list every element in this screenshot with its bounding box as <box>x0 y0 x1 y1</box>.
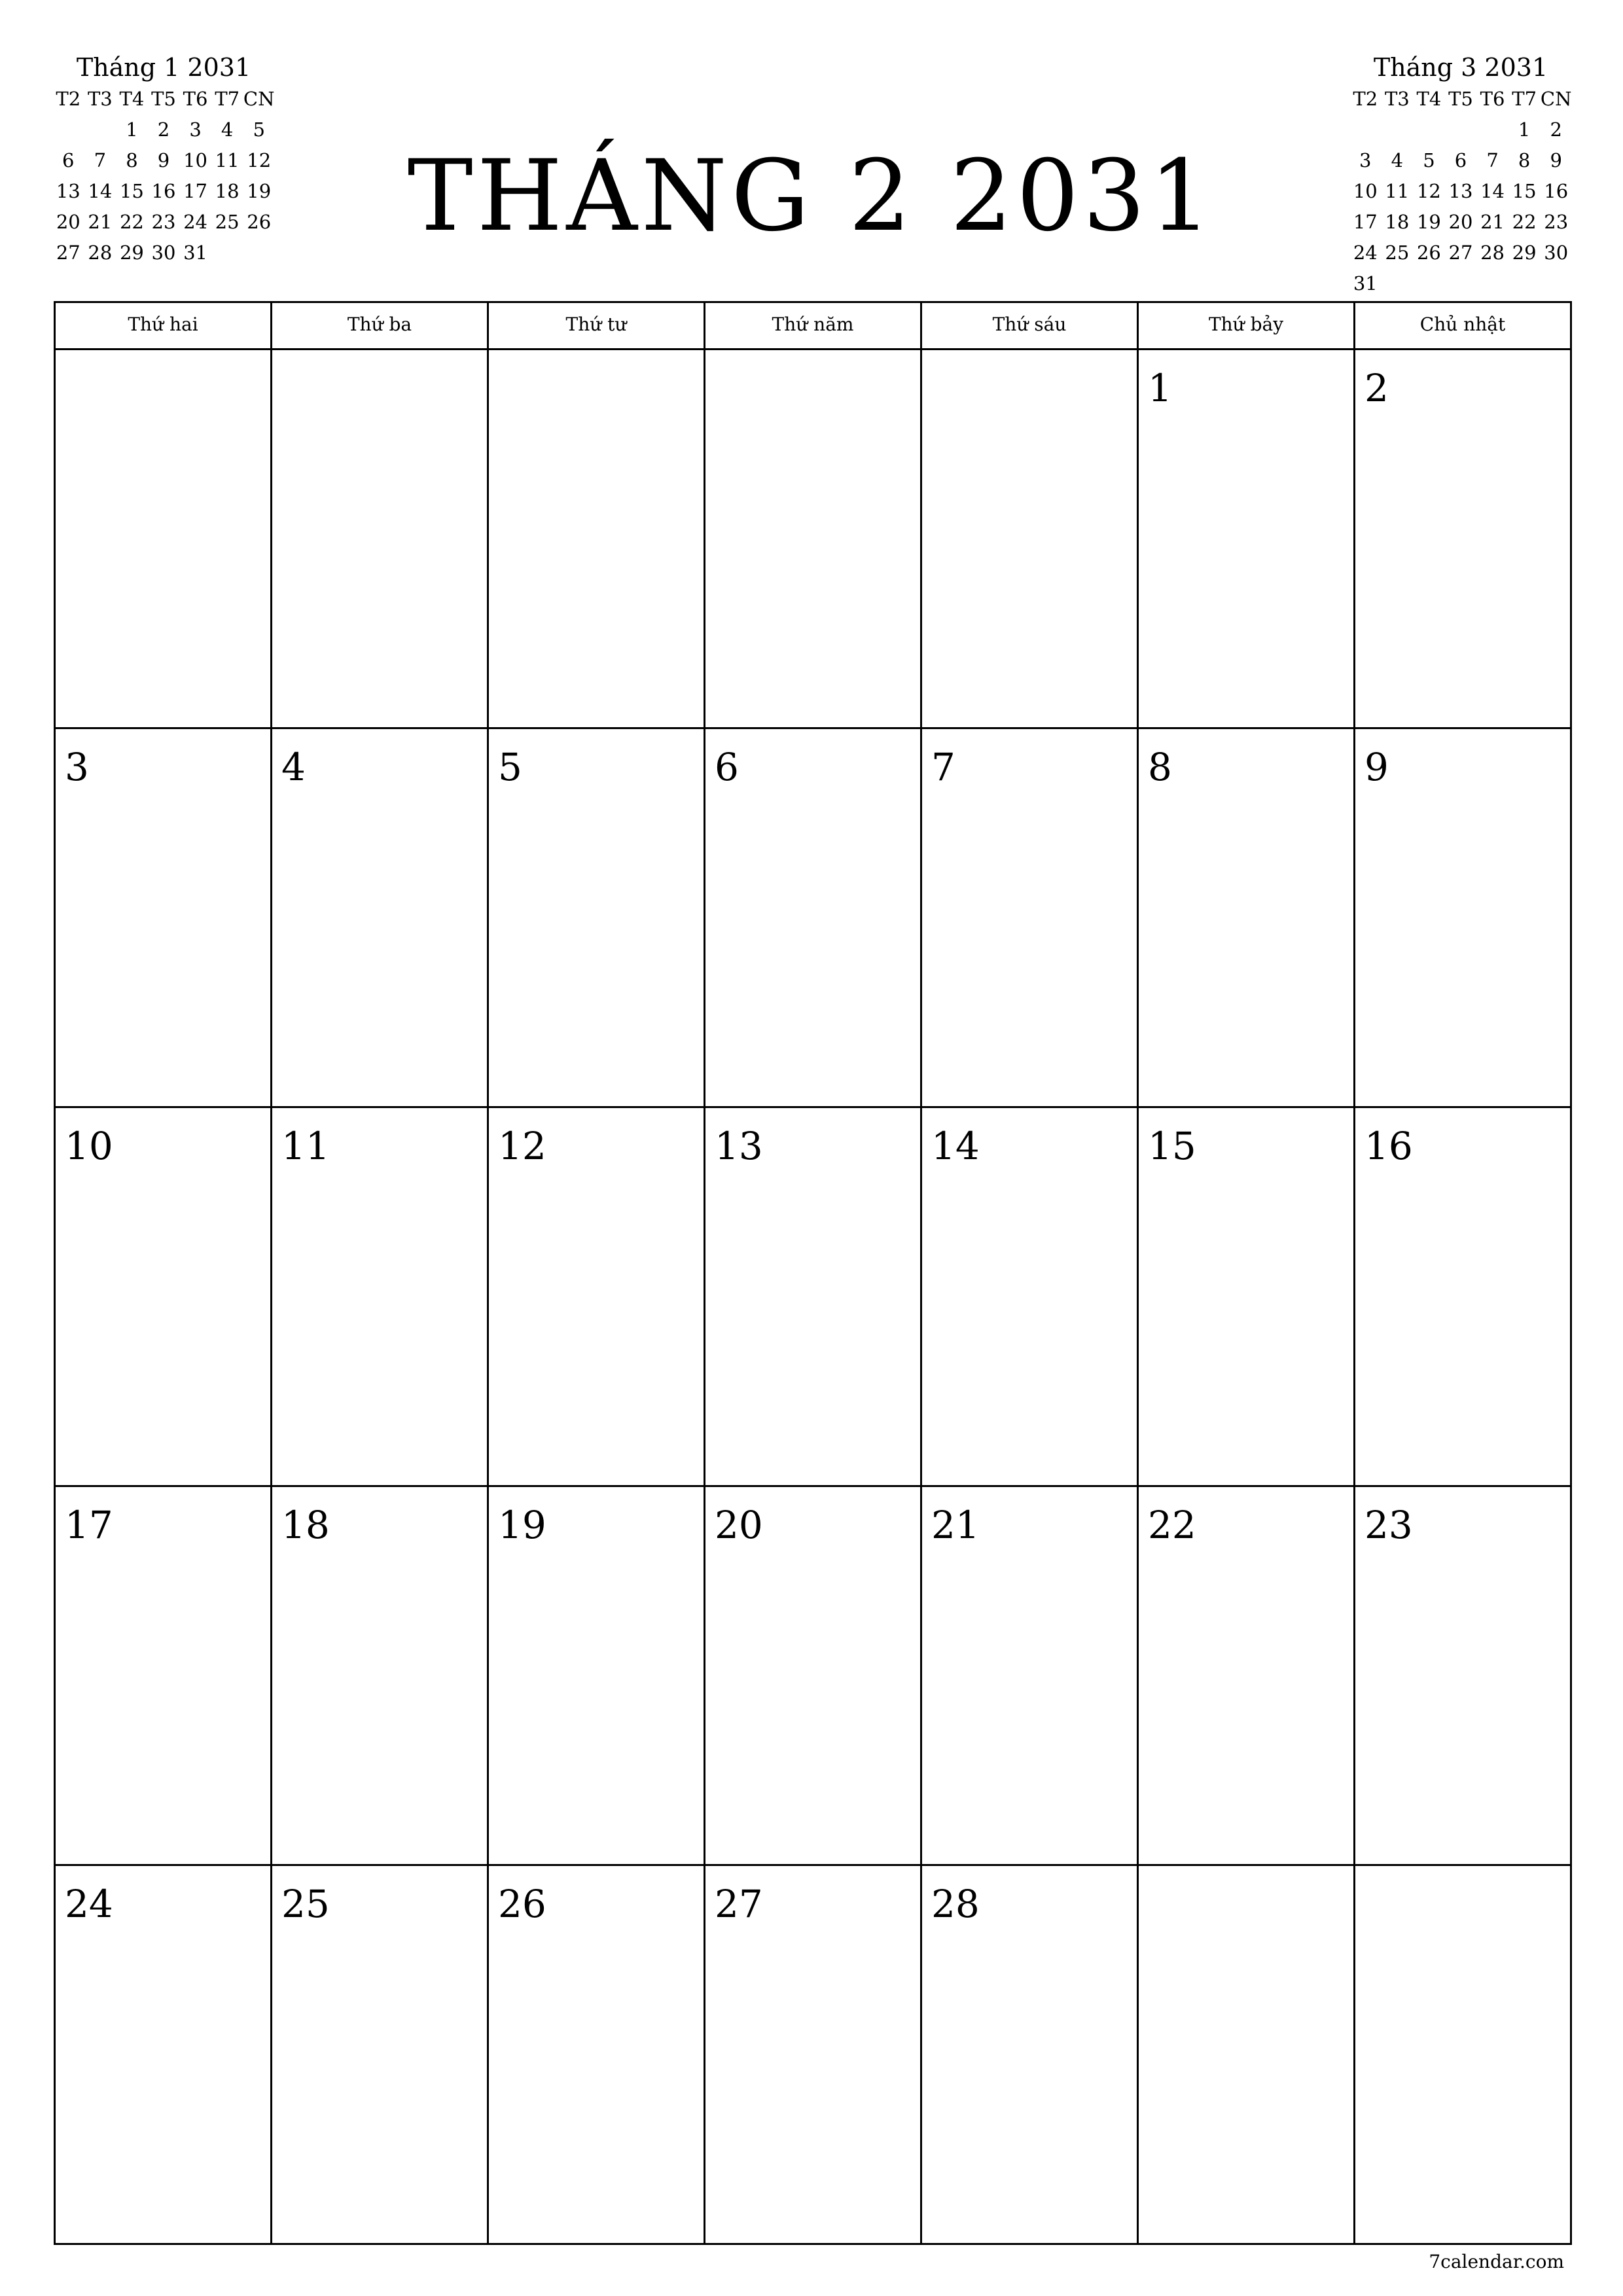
mini-weekday-label: T5 <box>1448 88 1473 110</box>
mini-day-cell: 1 <box>1518 118 1531 141</box>
mini-day-cell: 12 <box>1416 180 1441 202</box>
mini-day-cell: 9 <box>157 149 170 171</box>
day-cell <box>1355 350 1572 729</box>
day-cell <box>922 1487 1139 1866</box>
mini-day-cell: 8 <box>126 149 138 171</box>
day-number: 22 <box>1148 1503 1196 1547</box>
weekday-header: Thứ năm <box>705 303 922 350</box>
day-number: 4 <box>281 745 306 789</box>
mini-day-cell: 7 <box>1486 149 1499 171</box>
mini-day-cell: 14 <box>1480 180 1505 202</box>
mini-day-cell <box>1445 115 1477 145</box>
day-cell <box>1355 1108 1572 1487</box>
day-cell <box>489 1866 705 2245</box>
day-number: 25 <box>281 1882 330 1926</box>
day-number: 11 <box>281 1124 330 1168</box>
day-number: 21 <box>931 1503 980 1547</box>
day-cell <box>705 1866 922 2245</box>
day-number: 6 <box>715 745 739 789</box>
mini-day-cell: 13 <box>1448 180 1473 202</box>
mini-day-cell <box>1413 115 1445 145</box>
day-cell <box>489 1487 705 1866</box>
mini-day-cell: 17 <box>1353 211 1378 233</box>
day-number: 24 <box>65 1882 113 1926</box>
mini-calendar-previous-month <box>52 51 275 299</box>
mini-day-cell: 30 <box>1544 242 1569 264</box>
day-number: 13 <box>715 1124 763 1168</box>
mini-day-cell <box>84 115 116 145</box>
mini-day-cell: 26 <box>1416 242 1441 264</box>
day-cell <box>272 729 489 1108</box>
mini-day-cell: 27 <box>56 242 80 264</box>
mini-day-cell: 3 <box>189 118 202 141</box>
month-calendar-grid <box>54 301 1572 2245</box>
day-cell <box>272 350 489 729</box>
mini-weekday-label: T6 <box>1480 88 1505 110</box>
day-number: 27 <box>715 1882 763 1926</box>
mini-day-cell: 15 <box>1512 180 1537 202</box>
page-title: THÁNG 2 2031 <box>407 139 1216 253</box>
mini-day-cell <box>52 268 84 299</box>
day-cell <box>922 1108 1139 1487</box>
day-number: 20 <box>715 1503 763 1547</box>
mini-weekday-label: T6 <box>183 88 208 110</box>
weekday-header: Chủ nhật <box>1355 303 1572 350</box>
day-number: 8 <box>1148 745 1172 789</box>
day-cell <box>1355 1487 1572 1866</box>
mini-day-cell <box>1508 268 1541 299</box>
mini-day-cell <box>1476 268 1508 299</box>
mini-day-cell: 22 <box>1512 211 1537 233</box>
footer-site-credit: 7calendar.com <box>1429 2251 1564 2272</box>
mini-weekday-label: T4 <box>1416 88 1442 110</box>
mini-day-cell: 31 <box>183 242 208 264</box>
day-cell <box>922 729 1139 1108</box>
weekday-header: Thứ tư <box>489 303 705 350</box>
day-cell <box>1355 729 1572 1108</box>
mini-calendar-grid <box>52 84 275 299</box>
mini-day-cell: 8 <box>1518 149 1531 171</box>
day-cell <box>56 1866 272 2245</box>
day-cell <box>1139 1487 1355 1866</box>
day-cell <box>56 729 272 1108</box>
day-cell <box>1139 1108 1355 1487</box>
day-cell <box>922 350 1139 729</box>
mini-day-cell: 28 <box>1480 242 1505 264</box>
day-cell <box>272 1108 489 1487</box>
day-cell <box>489 1108 705 1487</box>
day-cell <box>1139 729 1355 1108</box>
day-number: 16 <box>1364 1124 1413 1168</box>
mini-day-cell <box>1476 115 1508 145</box>
mini-day-cell: 19 <box>247 180 272 202</box>
day-number: 26 <box>498 1882 546 1926</box>
mini-weekday-label: T2 <box>1353 88 1378 110</box>
day-number: 10 <box>65 1124 113 1168</box>
mini-day-cell: 26 <box>247 211 272 233</box>
day-number: 1 <box>1148 366 1172 410</box>
mini-calendar-next-month <box>1349 51 1572 299</box>
day-number: 3 <box>65 745 89 789</box>
day-cell <box>489 729 705 1108</box>
mini-weekday-label: T2 <box>56 88 81 110</box>
mini-day-cell <box>243 238 275 268</box>
mini-day-cell: 1 <box>126 118 138 141</box>
mini-day-cell: 15 <box>119 180 144 202</box>
mini-day-cell: 27 <box>1448 242 1473 264</box>
day-cell <box>922 1866 1139 2245</box>
mini-day-cell: 17 <box>183 180 208 202</box>
mini-weekday-label: T3 <box>1384 88 1410 110</box>
mini-day-cell: 25 <box>1385 242 1410 264</box>
day-number: 28 <box>931 1882 980 1926</box>
day-cell <box>1139 350 1355 729</box>
mini-day-cell: 11 <box>215 149 240 171</box>
day-cell <box>1355 1866 1572 2245</box>
mini-day-cell <box>211 238 243 268</box>
day-number: 7 <box>931 745 955 789</box>
mini-day-cell: 2 <box>157 118 170 141</box>
mini-weekday-label: T3 <box>87 88 113 110</box>
mini-day-cell <box>1382 115 1414 145</box>
mini-day-cell: 25 <box>215 211 240 233</box>
mini-calendar-title: Tháng 1 2031 <box>76 53 251 82</box>
day-number: 17 <box>65 1503 113 1547</box>
mini-day-cell <box>1445 268 1477 299</box>
mini-day-cell: 18 <box>1385 211 1410 233</box>
day-cell <box>489 350 705 729</box>
mini-day-cell: 24 <box>183 211 208 233</box>
day-cell <box>705 729 922 1108</box>
mini-day-cell: 7 <box>94 149 107 171</box>
mini-day-cell <box>52 115 84 145</box>
day-number: 15 <box>1148 1124 1196 1168</box>
weekday-header: Thứ bảy <box>1139 303 1355 350</box>
day-cell <box>56 1487 272 1866</box>
mini-day-cell: 6 <box>1454 149 1467 171</box>
day-number: 12 <box>498 1124 546 1168</box>
mini-day-cell: 22 <box>119 211 144 233</box>
day-cell <box>272 1487 489 1866</box>
mini-day-cell: 24 <box>1353 242 1378 264</box>
mini-day-cell: 3 <box>1359 149 1372 171</box>
day-cell <box>1139 1866 1355 2245</box>
day-cell <box>56 350 272 729</box>
weekday-header: Thứ hai <box>56 303 272 350</box>
mini-day-cell: 28 <box>88 242 113 264</box>
mini-day-cell: 16 <box>1544 180 1569 202</box>
mini-weekday-label: CN <box>1540 88 1572 110</box>
day-number: 5 <box>498 745 522 789</box>
day-number: 2 <box>1364 366 1389 410</box>
mini-weekday-label: T7 <box>1512 88 1537 110</box>
mini-weekday-label: T5 <box>151 88 176 110</box>
mini-day-cell: 21 <box>1480 211 1505 233</box>
mini-day-cell: 21 <box>88 211 113 233</box>
mini-calendar-grid <box>1349 84 1572 299</box>
day-cell <box>705 1108 922 1487</box>
day-cell <box>705 1487 922 1866</box>
mini-day-cell: 5 <box>253 118 265 141</box>
mini-calendar-title: Tháng 3 2031 <box>1373 53 1548 82</box>
mini-day-cell <box>1540 268 1572 299</box>
mini-day-cell: 23 <box>151 211 176 233</box>
mini-day-cell: 20 <box>56 211 80 233</box>
mini-day-cell: 4 <box>221 118 234 141</box>
mini-day-cell: 31 <box>1353 272 1378 295</box>
mini-day-cell: 10 <box>1353 180 1378 202</box>
weekday-header: Thứ sáu <box>922 303 1139 350</box>
day-cell <box>705 350 922 729</box>
mini-day-cell: 30 <box>151 242 176 264</box>
mini-day-cell: 4 <box>1391 149 1404 171</box>
weekday-header: Thứ ba <box>272 303 489 350</box>
mini-day-cell: 18 <box>215 180 240 202</box>
day-cell <box>56 1108 272 1487</box>
mini-day-cell: 23 <box>1544 211 1569 233</box>
mini-day-cell: 2 <box>1550 118 1562 141</box>
mini-day-cell: 11 <box>1385 180 1410 202</box>
mini-day-cell: 29 <box>119 242 144 264</box>
mini-day-cell: 16 <box>151 180 176 202</box>
mini-weekday-label: T7 <box>215 88 240 110</box>
mini-day-cell: 13 <box>56 180 80 202</box>
mini-day-cell <box>1349 115 1382 145</box>
mini-day-cell <box>1413 268 1445 299</box>
mini-day-cell <box>1382 268 1414 299</box>
mini-day-cell: 19 <box>1416 211 1441 233</box>
mini-day-cell: 6 <box>62 149 75 171</box>
mini-day-cell: 10 <box>183 149 208 171</box>
mini-day-cell: 20 <box>1448 211 1473 233</box>
day-number: 19 <box>498 1503 546 1547</box>
day-cell <box>272 1866 489 2245</box>
mini-day-cell: 14 <box>88 180 113 202</box>
mini-day-cell: 5 <box>1423 149 1435 171</box>
mini-day-cell: 29 <box>1512 242 1537 264</box>
mini-day-cell: 12 <box>247 149 272 171</box>
mini-weekday-label: CN <box>243 88 275 110</box>
mini-day-cell: 9 <box>1550 149 1562 171</box>
day-number: 9 <box>1364 745 1389 789</box>
day-number: 14 <box>931 1124 980 1168</box>
day-number: 18 <box>281 1503 330 1547</box>
mini-weekday-label: T4 <box>119 88 145 110</box>
day-number: 23 <box>1364 1503 1413 1547</box>
